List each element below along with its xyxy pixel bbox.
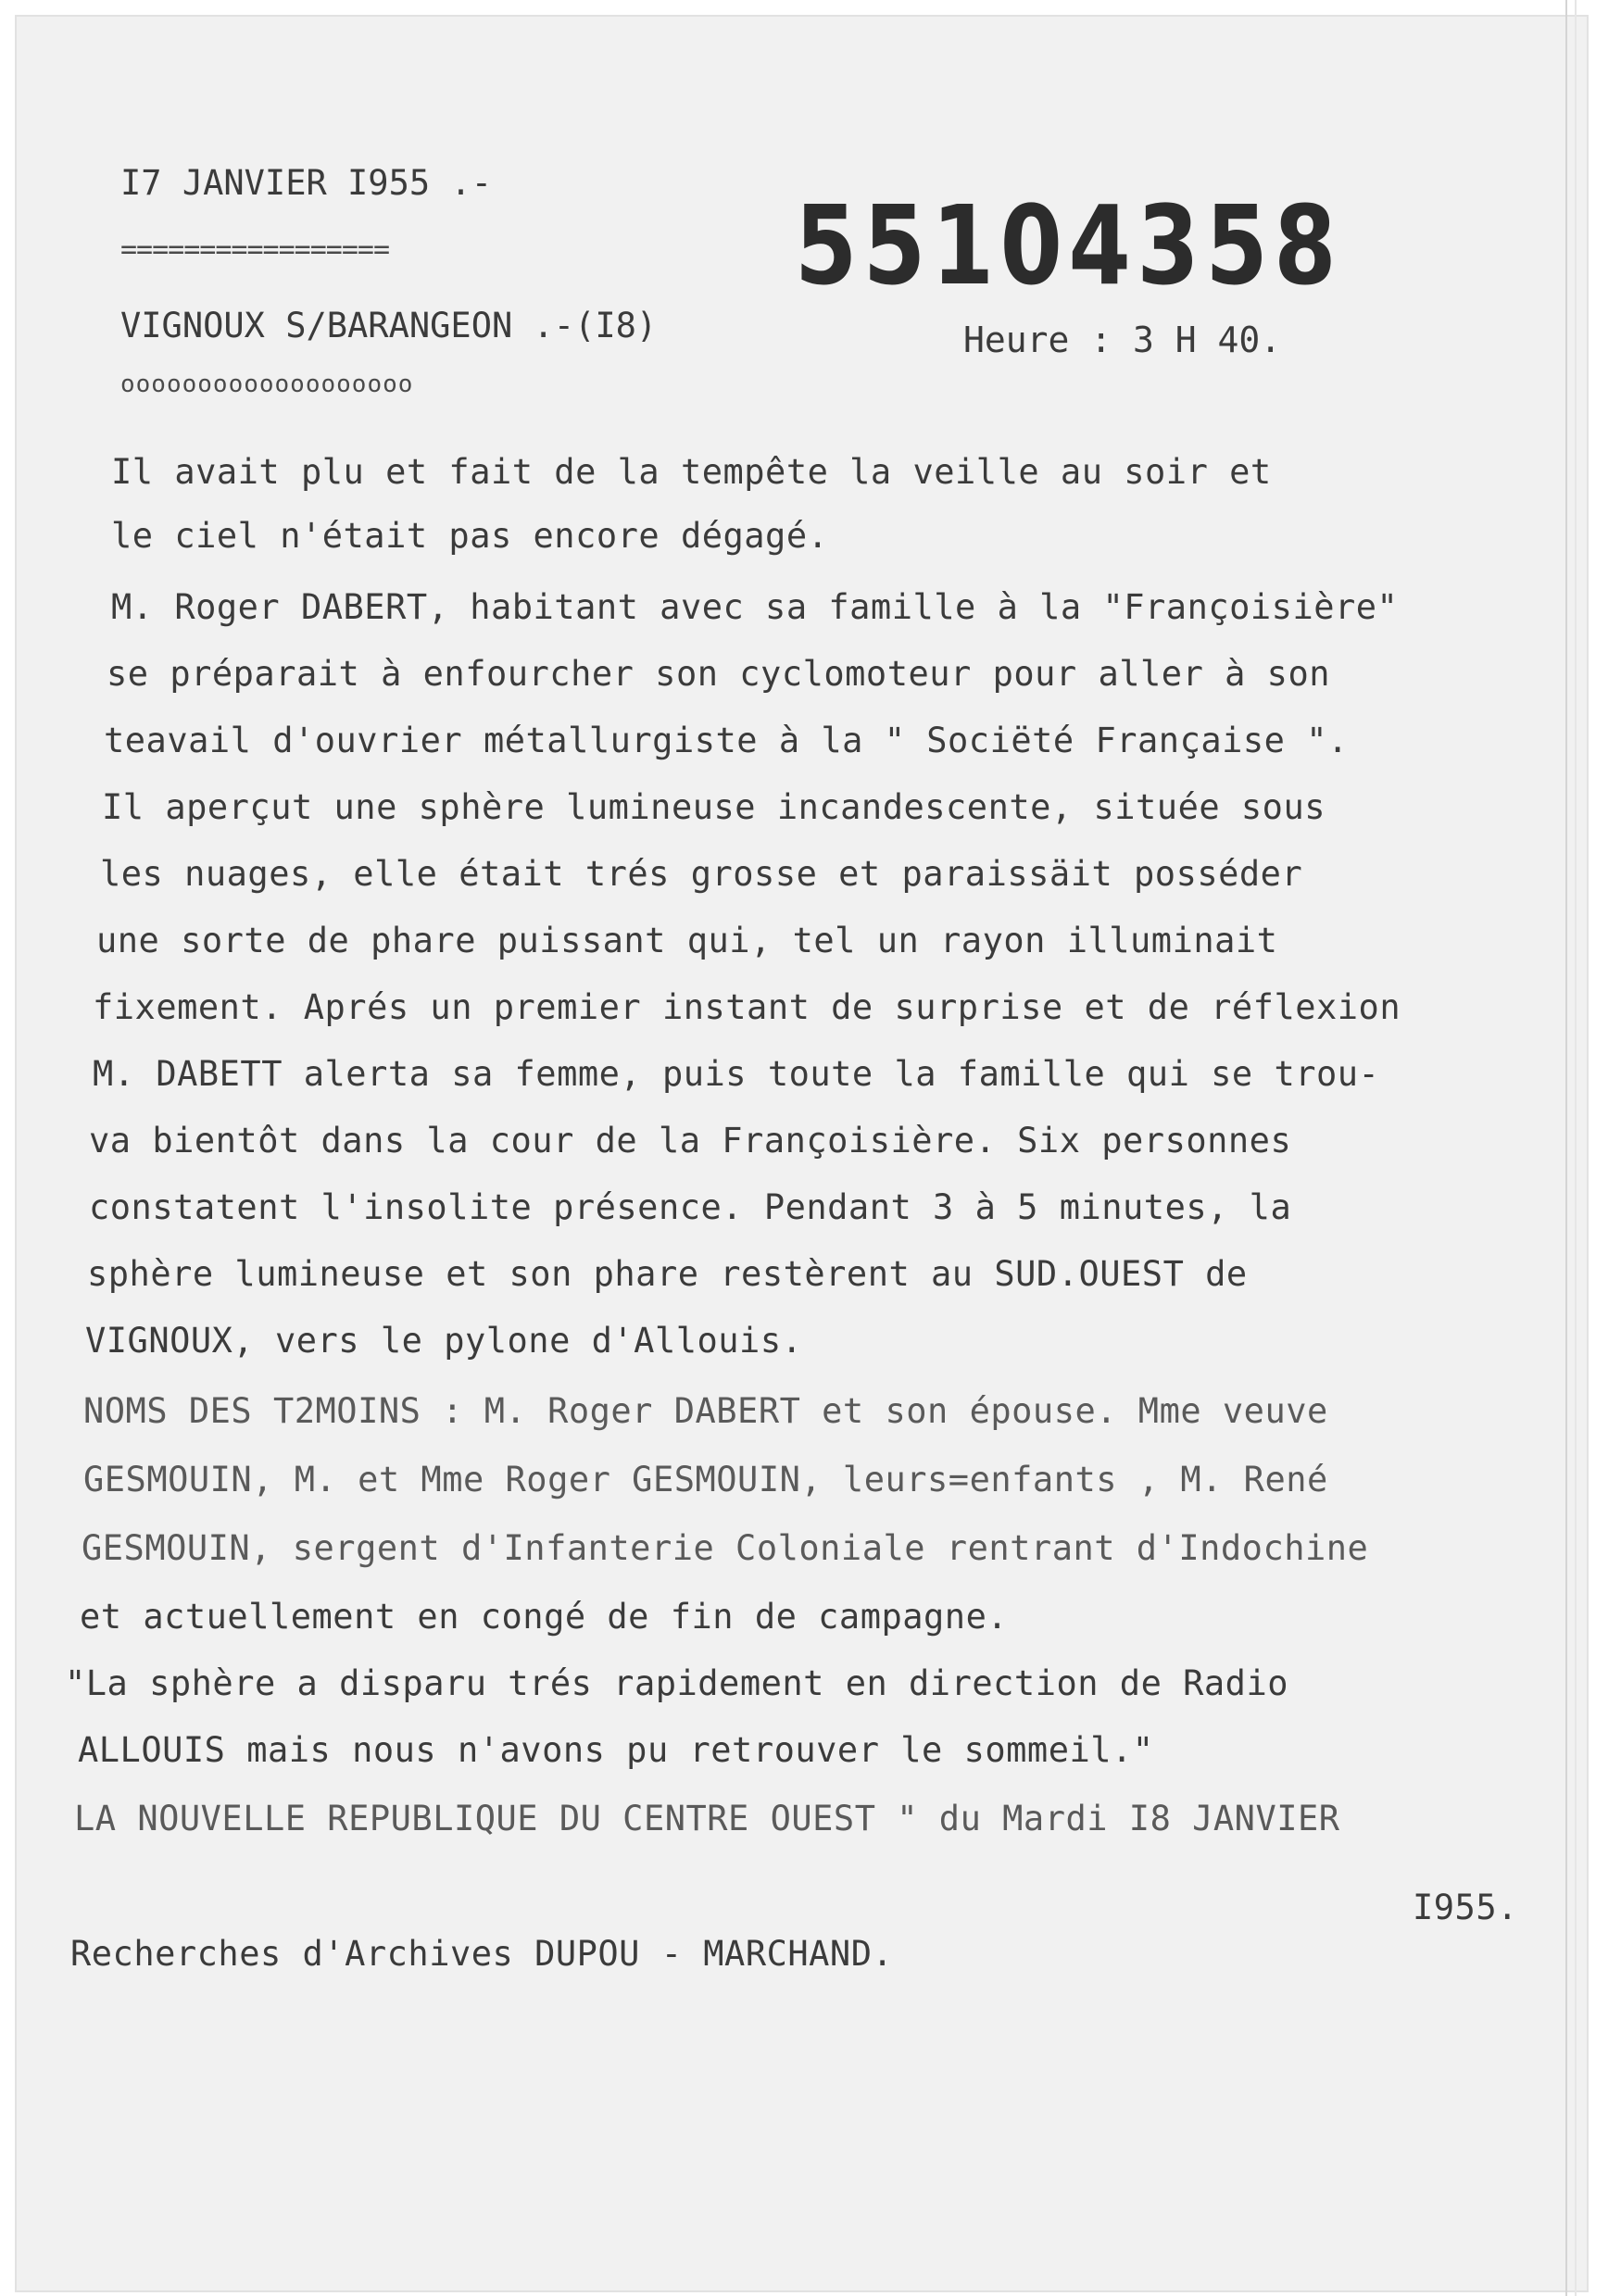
body-line-6: Il aperçut une sphère lumineuse incandescente, située sous: [102, 787, 1326, 827]
body-line-9: fixement. Aprés un premier instant de surprise et de réflexion: [93, 987, 1401, 1027]
body-line-18: et actuellement en congé de fin de campagne.: [80, 1597, 1009, 1637]
archives-credit: Recherches d'Archives DUPOU - MARCHAND.: [70, 1934, 894, 1974]
time-label: Heure : 3 H 40.: [963, 320, 1282, 360]
body-line-21: LA NOUVELLE REPUBLIQUE DU CENTRE OUEST " du Mardi I8 JANVIER: [74, 1799, 1340, 1838]
body-line-14: VIGNOUX, vers le pylone d'Allouis.: [85, 1321, 803, 1361]
body-line-11: va bientôt dans la cour de la Françoisière. Six personnes: [89, 1121, 1292, 1161]
equals-rule: =================: [120, 233, 390, 266]
body-line-12: constatent l'insolite présence. Pendant 3 à 5 minutes, la: [89, 1187, 1292, 1227]
body-line-3: M. Roger DABERT, habitant avec sa famille à la "Françoisière": [111, 587, 1399, 627]
body-line-20: ALLOUIS mais nous n'avons pu retrouver le sommeil.": [78, 1730, 1154, 1770]
document-date: I7 JANVIER I955 .-: [120, 163, 492, 203]
source-year: I955.: [1413, 1888, 1518, 1927]
page-edge-line-secondary: [1575, 0, 1577, 2296]
body-line-1: Il avait plu et fait de la tempête la veille au soir et: [111, 452, 1272, 492]
body-line-15: NOMS DES T2MOINS : M. Roger DABERT et son épouse. Mme veuve: [83, 1391, 1328, 1431]
body-line-5: teavail d'ouvrier métallurgiste à la " Sociëté Française ".: [104, 721, 1349, 760]
body-line-16: GESMOUIN, M. et Mme Roger GESMOUIN, leurs=enfants , M. René: [83, 1460, 1328, 1499]
body-line-19: "La sphère a disparu trés rapidement en direction de Radio: [65, 1663, 1289, 1703]
body-line-10: M. DABETT alerta sa femme, puis toute la famille qui se trou-: [93, 1054, 1380, 1094]
body-line-8: une sorte de phare puissant qui, tel un rayon illuminait: [96, 921, 1278, 960]
body-line-4: se préparait à enfourcher son cyclomoteur pour aller à son: [107, 654, 1331, 694]
page-edge-line: [1565, 0, 1567, 2296]
location-heading: VIGNOUX S/BARANGEON .-(I8): [120, 306, 658, 345]
archive-stamp-number: 55104358: [795, 182, 1343, 309]
body-line-17: GESMOUIN, sergent d'Infanterie Coloniale rentrant d'Indochine: [82, 1528, 1369, 1568]
body-line-7: les nuages, elle était trés grosse et paraissäit posséder: [100, 854, 1303, 894]
circle-rule: ooooooooooooooooooo: [120, 370, 414, 398]
body-line-2: le ciel n'était pas encore dégagé.: [111, 516, 829, 556]
body-line-13: sphère lumineuse et son phare restèrent au SUD.OUEST de: [87, 1254, 1248, 1294]
